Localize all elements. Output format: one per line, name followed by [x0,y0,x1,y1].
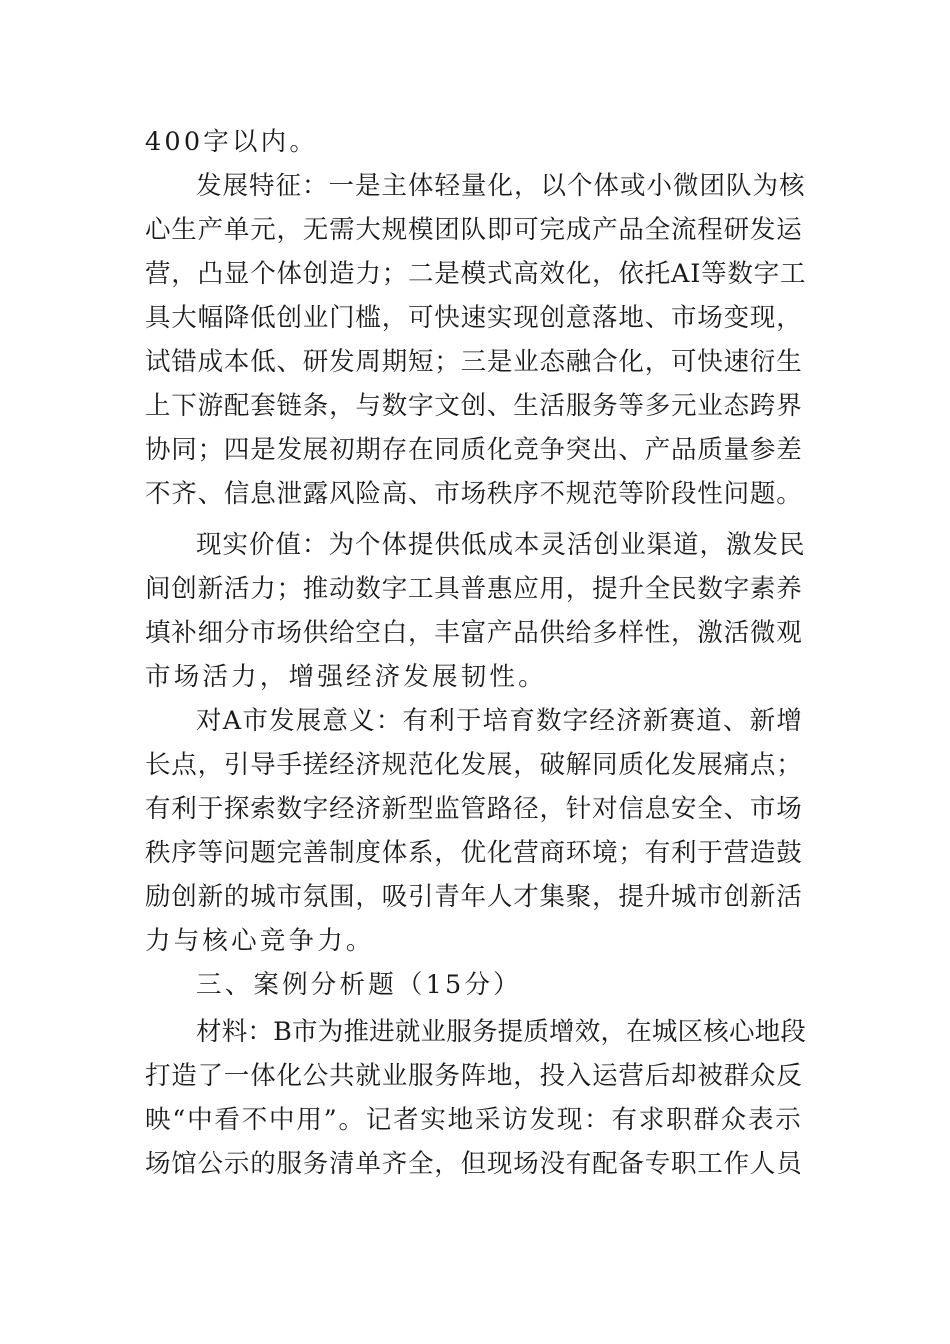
text-line-18: 励创新的城市氛围，吸引青年人才集聚，提升城市创新活 [145,882,803,912]
text-line-16: 有利于探索数字经济新型监管路径，针对信息安全、市场 [145,794,803,824]
text-line-9: 不齐、信息泄露风险高、市场秩序不规范等阶段性问题。 [145,479,803,509]
text-line-24: 场馆公示的服务清单齐全，但现场没有配备专职工作人员 [145,1149,803,1179]
text-line-22: 打造了一体化公共就业服务阵地，投入运营后却被群众反 [145,1061,803,1091]
text-line-3: 心生产单元，无需大规模团队即可完成产品全流程研发运 [145,215,803,245]
text-line-5: 具大幅降低创业门槛，可快速实现创意落地、市场变现， [145,303,803,333]
text-line-21: 材料：B市为推进就业服务提质增效，在城区核心地段 [196,1017,807,1047]
text-line-8: 协同；四是发展初期存在同质化竞争突出、产品质量参差 [145,435,803,465]
text-line-19: 力与核心竞争力。 [145,926,375,956]
text-line-17: 秩序等问题完善制度体系，优化营商环境；有利于营造鼓 [145,838,803,868]
text-line-11: 间创新活力；推动数字工具普惠应用，提升全民数字素养 [145,574,803,604]
text-line-13: 市场活力，增强经济发展韧性。 [145,662,547,692]
text-line-2: 发展特征：一是主体轻量化，以个体或小微团队为核 [196,171,806,201]
text-line-12: 填补细分市场供给空白，丰富产品供给多样性，激活微观 [145,618,803,648]
text-line-6: 试错成本低、研发周期短；三是业态融合化，可快速衍生 [145,347,803,377]
text-line-1: 400字以内。 [145,127,319,157]
text-line-15: 长点，引导手搓经济规范化发展，破解同质化发展痛点； [145,750,803,780]
text-line-10: 现实价值：为个体提供低成本灵活创业渠道，激发民 [196,530,806,560]
text-line-4: 营，凸显个体创造力；二是模式高效化，依托AI等数字工 [145,259,807,289]
section-heading: 三、案例分析题（15分） [196,970,522,1000]
text-line-7: 上下游配套链条，与数字文创、生活服务等多元业态跨界 [145,391,803,421]
text-line-14: 对A市发展意义：有利于培育数字经济新赛道、新增 [196,706,804,736]
text-line-23: 映“中看不中用”。记者实地采访发现：有求职群众表示 [145,1105,803,1135]
